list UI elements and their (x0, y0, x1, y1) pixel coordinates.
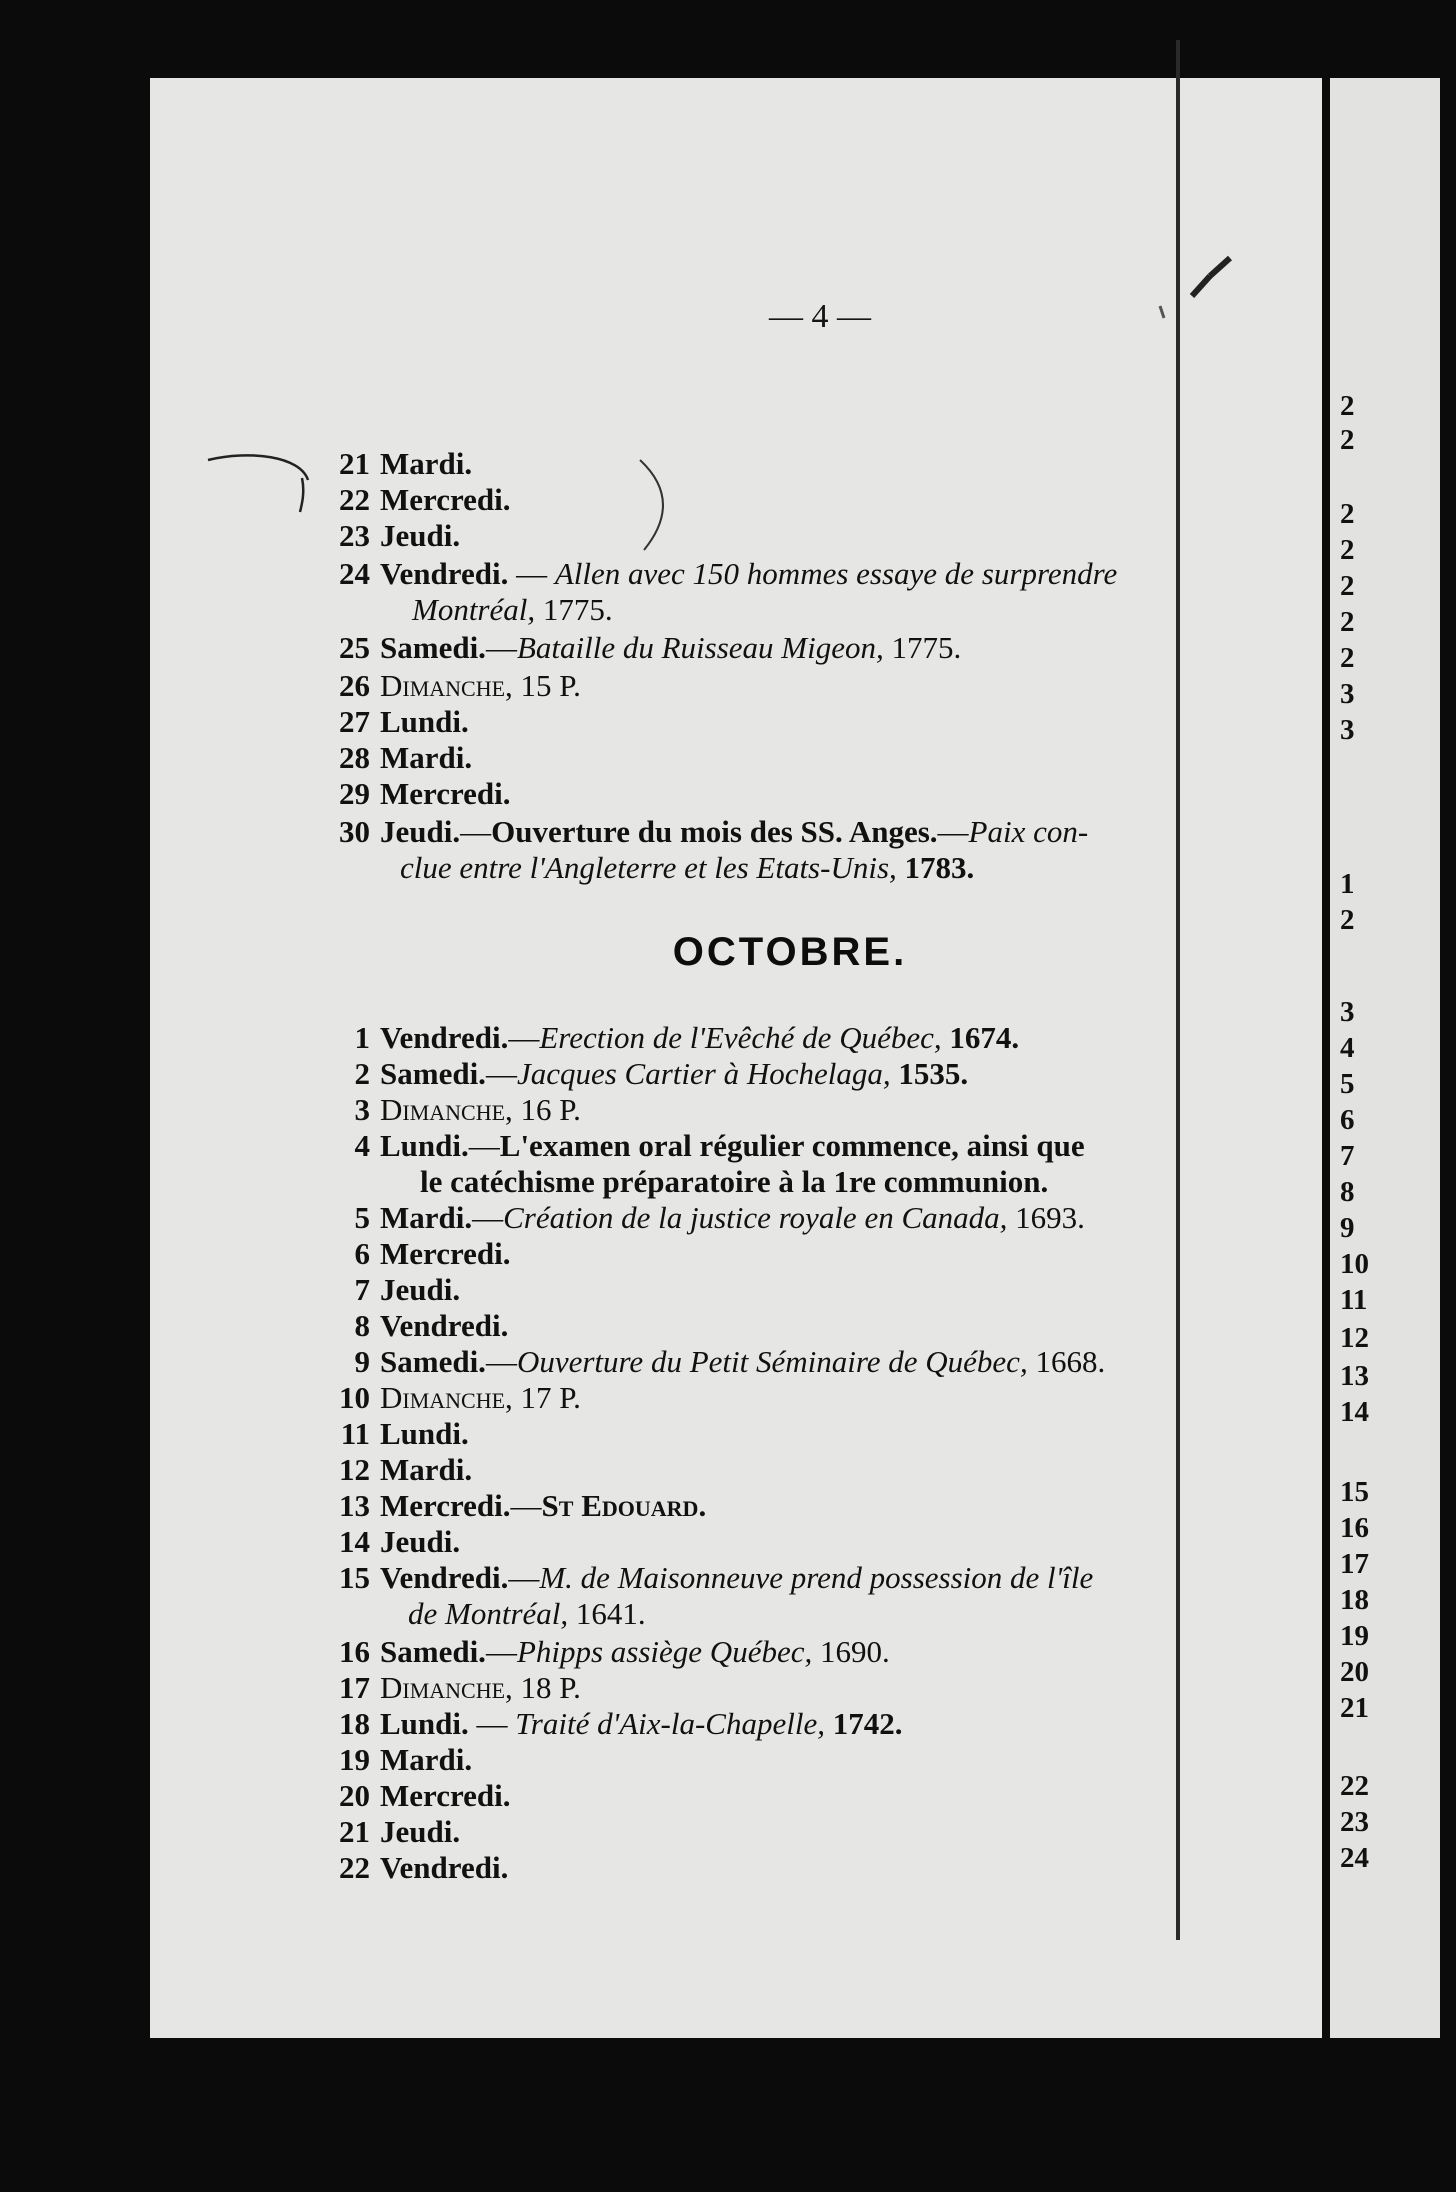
dash: — (460, 814, 492, 849)
day-name: Samedi. (380, 630, 486, 665)
event-year: 1668. (1027, 1344, 1106, 1379)
event-plain: Ouverture du mois des SS. Anges. (491, 814, 938, 849)
dash: — (508, 1020, 540, 1055)
day-name: Mercredi. (380, 1236, 511, 1271)
dash: — (485, 1056, 517, 1091)
day-number: 29 (339, 776, 370, 811)
event-note-cont: clue entre l'Angleterre et les Etats-Unis, (400, 850, 897, 885)
day-number: 1 (354, 1020, 370, 1055)
edge-digit: 13 (1340, 1360, 1369, 1392)
edge-digit: 1 (1340, 868, 1355, 900)
day-number: 13 (339, 1488, 370, 1523)
day-name: Lundi. (380, 1706, 469, 1741)
event-note: Paix con- (968, 814, 1089, 849)
entry-text (380, 1128, 1085, 1164)
edge-digit: 2 (1340, 498, 1355, 530)
edge-digit: 2 (1340, 390, 1355, 422)
day-name: Mercredi. (380, 776, 511, 811)
day-number: 17 (339, 1670, 370, 1705)
event-year: 1783. (896, 850, 975, 885)
dash: — (485, 1344, 517, 1379)
event-year: 1742. (824, 1706, 903, 1741)
event-note: Phipps assiège Québec, (516, 1634, 813, 1669)
event-bold-cont: le catéchisme préparatoire à la 1re communion. (420, 1164, 1049, 1199)
event-note: Jacques Cartier à Hochelaga, (516, 1056, 891, 1091)
day-number: 2 (354, 1056, 370, 1091)
day-name: Dimanche, 18 P. (380, 1670, 581, 1705)
day-name: Lundi. (380, 704, 469, 739)
day-name: Mercredi. (380, 482, 511, 517)
day-name: Lundi. (380, 1128, 469, 1163)
day-name: Vendredi. (380, 1850, 509, 1885)
day-name: Mardi. (380, 1742, 473, 1777)
edge-digit: 3 (1340, 996, 1355, 1028)
edge-digit: 3 (1340, 678, 1355, 710)
day-name: Dimanche, 17 P. (380, 1380, 581, 1415)
entry-text-cont (400, 850, 974, 886)
day-number: 19 (339, 1742, 370, 1777)
day-number: 21 (339, 446, 370, 481)
saint-name: St Edouard. (541, 1488, 707, 1523)
edge-digit: 2 (1340, 570, 1355, 602)
day-number: 21 (339, 1814, 370, 1849)
day-number: 14 (339, 1524, 370, 1559)
day-number: 20 (339, 1778, 370, 1813)
day-number: 18 (339, 1706, 370, 1741)
edge-digit: 2 (1340, 424, 1355, 456)
entry-text (380, 1200, 1085, 1236)
day-number: 30 (339, 814, 370, 849)
event-note: Création de la justice royale en Canada, (503, 1200, 1008, 1235)
event-note-cont: Montréal, (412, 592, 536, 627)
left-page (150, 78, 1322, 2038)
edge-digit: 18 (1340, 1584, 1369, 1616)
day-number: 6 (354, 1236, 370, 1271)
day-number: 24 (339, 556, 370, 591)
entry-text-cont (412, 592, 613, 628)
entry-text-cont (420, 1164, 1048, 1200)
day-name: Jeudi. (380, 1524, 461, 1559)
day-name: Jeudi. (380, 1272, 461, 1307)
event-note: M. de Maisonneuve prend possession de l'île (539, 1560, 1094, 1595)
entry-text (380, 630, 961, 666)
day-name: Mardi. (380, 446, 473, 481)
pencil-bracket-mark (150, 438, 710, 558)
day-number: 7 (354, 1272, 370, 1307)
day-name: Samedi. (380, 1056, 486, 1091)
edge-digit: 15 (1340, 1476, 1369, 1508)
day-number: 4 (354, 1128, 370, 1163)
edge-digit: 12 (1340, 1322, 1369, 1354)
edge-digit: 14 (1340, 1396, 1369, 1428)
event-year: 1775. (883, 630, 962, 665)
day-name: Dimanche, 16 P. (380, 1092, 581, 1127)
day-number: 23 (339, 518, 370, 553)
edge-digit: 2 (1340, 642, 1355, 674)
dash: — (472, 1200, 504, 1235)
event-year: 1690. (812, 1634, 890, 1669)
dash: — (508, 1560, 540, 1595)
event-year: 1693. (1007, 1200, 1085, 1235)
page-number: — 4 — (769, 298, 871, 335)
day-number: 8 (354, 1308, 370, 1343)
edge-digit: 17 (1340, 1548, 1369, 1580)
page-gutter-line (1176, 40, 1180, 1940)
day-name: Mardi. (380, 1452, 473, 1487)
dash: — (485, 1634, 517, 1669)
edge-digit: 5 (1340, 1068, 1355, 1100)
edge-digit: 3 (1340, 714, 1355, 746)
edge-digit: 22 (1340, 1770, 1369, 1802)
day-name: Jeudi. (380, 814, 461, 849)
day-number: 9 (354, 1344, 370, 1379)
edge-digit: 7 (1340, 1140, 1355, 1172)
dash: — (510, 1488, 542, 1523)
dash: — (937, 814, 969, 849)
edge-digit: 8 (1340, 1176, 1355, 1208)
edge-digit: 10 (1340, 1248, 1369, 1280)
event-bold: L'examen oral régulier commence, ainsi que (499, 1128, 1085, 1163)
edge-digit: 11 (1340, 1284, 1368, 1316)
event-note: Ouverture du Petit Séminaire de Québec, (516, 1344, 1028, 1379)
event-note: Erection de l'Evêché de Québec, (539, 1020, 942, 1055)
event-note: Traité d'Aix-la-Chapelle, (515, 1706, 825, 1741)
event-year: 1674. (941, 1020, 1020, 1055)
day-name: Mercredi. (380, 1488, 511, 1523)
day-number: 12 (339, 1452, 370, 1487)
edge-digit: 2 (1340, 904, 1355, 936)
day-name: Jeudi. (380, 1814, 461, 1849)
day-number: 16 (339, 1634, 370, 1669)
day-name: Vendredi. (380, 1560, 509, 1595)
event-year: 1775. (535, 592, 613, 627)
edge-digit: 2 (1340, 534, 1355, 566)
dash: — (485, 630, 517, 665)
day-number: 5 (354, 1200, 370, 1235)
edge-digit: 16 (1340, 1512, 1369, 1544)
ink-blot-mark (1130, 198, 1240, 328)
dash: — (508, 556, 555, 591)
day-number: 22 (339, 1850, 370, 1885)
day-number: 26 (339, 668, 370, 703)
day-name: Lundi. (380, 1416, 469, 1451)
day-number: 27 (339, 704, 370, 739)
event-year: 1641. (568, 1596, 646, 1631)
entry-text-cont (408, 1596, 646, 1632)
event-note: Bataille du Ruisseau Migeon, (516, 630, 884, 665)
day-number: 10 (339, 1380, 370, 1415)
edge-digit: 21 (1340, 1692, 1369, 1724)
entry-text (380, 556, 1117, 592)
day-name: Vendredi. (380, 556, 509, 591)
entry-text (380, 1488, 706, 1524)
entry-text (380, 1020, 1019, 1056)
day-name: Mardi. (380, 740, 473, 775)
event-note-cont: de Montréal, (408, 1596, 569, 1631)
dash: — (468, 1128, 500, 1163)
day-name: Vendredi. (380, 1020, 509, 1055)
entry-text (380, 1706, 902, 1742)
right-page-edge (1330, 78, 1440, 2038)
edge-digit: 19 (1340, 1620, 1369, 1652)
day-name: Mardi. (380, 1200, 473, 1235)
event-year: 1535. (890, 1056, 969, 1091)
day-number: 11 (340, 1416, 370, 1451)
day-name: Jeudi. (380, 518, 461, 553)
day-number: 25 (339, 630, 370, 665)
dash: — (468, 1706, 516, 1741)
day-number: 15 (339, 1560, 370, 1595)
event-note: Allen avec 150 hommes essaye de surprendre (554, 556, 1118, 591)
entry-text (380, 1056, 968, 1092)
day-number: 3 (354, 1092, 370, 1127)
edge-digit: 23 (1340, 1806, 1369, 1838)
edge-digit: 20 (1340, 1656, 1369, 1688)
day-name: Mercredi. (380, 1778, 511, 1813)
edge-digit: 9 (1340, 1212, 1355, 1244)
entry-text (380, 1344, 1105, 1380)
section-title: OCTOBRE. (672, 930, 908, 974)
edge-digit: 4 (1340, 1032, 1355, 1064)
day-number: 22 (339, 482, 370, 517)
day-name: Dimanche, 15 P. (380, 668, 581, 703)
edge-digit: 24 (1340, 1842, 1369, 1874)
day-name: Samedi. (380, 1344, 486, 1379)
entry-text (380, 1560, 1093, 1596)
entry-text (380, 814, 1088, 850)
edge-digit: 6 (1340, 1104, 1355, 1136)
entry-text (380, 1634, 890, 1670)
day-number: 28 (339, 740, 370, 775)
edge-digit: 2 (1340, 606, 1355, 638)
day-name: Vendredi. (380, 1308, 509, 1343)
day-name: Samedi. (380, 1634, 486, 1669)
